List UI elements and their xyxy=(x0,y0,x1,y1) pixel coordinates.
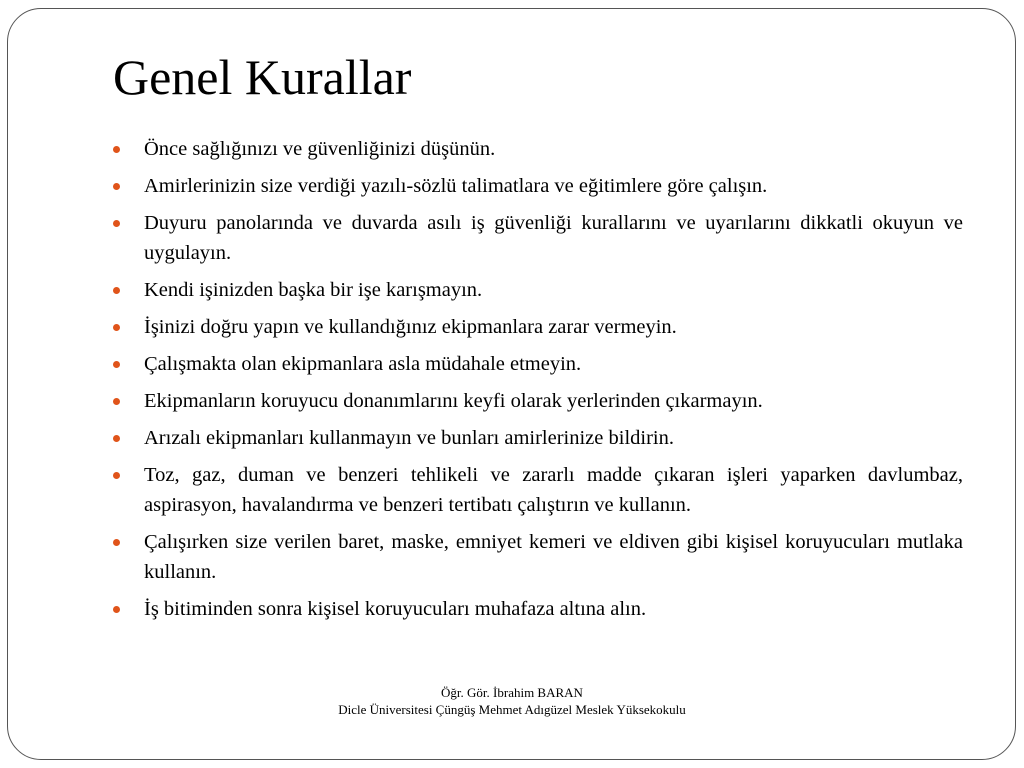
bullet-item xyxy=(113,349,963,379)
bullet-dot-icon xyxy=(113,361,120,368)
bullet-dot-icon xyxy=(113,146,120,153)
bullet-text: Çalışmakta olan ekipmanlara asla müdahale etmeyin. xyxy=(144,353,582,375)
bullet-text: İşinizi doğru yapın ve kullandığınız ekipmanlara zarar vermeyin. xyxy=(144,316,677,338)
bullet-list xyxy=(113,134,963,631)
bullet-item xyxy=(113,171,963,201)
slide-title: Genel Kurallar xyxy=(113,49,412,105)
bullet-item xyxy=(113,460,963,520)
slide-footer xyxy=(0,684,1024,718)
bullet-text: Toz, gaz, duman ve benzeri tehlikeli ve zararlı madde çıkaran işleri yaparken davlumbaz, aspirasyon, havalandırma ve benzeri tertibatı çalıştırın ve kullanın. xyxy=(144,464,963,516)
bullet-item xyxy=(113,275,963,305)
bullet-text: Duyuru panolarında ve duvarda asılı iş güvenliği kurallarını ve uyarılarını dikkatli okuyun ve uygulayın. xyxy=(144,212,963,264)
bullet-text: Çalışırken size verilen baret, maske, emniyet kemeri ve eldiven gibi kişisel koruyucuları mutlaka kullanın. xyxy=(144,531,963,583)
bullet-text: Kendi işinizden başka bir işe karışmayın. xyxy=(144,279,483,301)
bullet-item xyxy=(113,134,963,164)
bullet-dot-icon xyxy=(113,435,120,442)
bullet-text: Önce sağlığınızı ve güvenliğinizi düşünün. xyxy=(144,138,496,160)
bullet-dot-icon xyxy=(113,220,120,227)
footer-author: Öğr. Gör. İbrahim BARAN xyxy=(441,685,583,700)
bullet-item xyxy=(113,594,963,624)
bullet-item xyxy=(113,208,963,268)
bullet-item xyxy=(113,423,963,453)
bullet-text: İş bitiminden sonra kişisel koruyucuları muhafaza altına alın. xyxy=(144,598,647,620)
bullet-dot-icon xyxy=(113,324,120,331)
bullet-text: Ekipmanların koruyucu donanımlarını keyfi olarak yerlerinden çıkarmayın. xyxy=(144,390,763,412)
bullet-text: Amirlerinizin size verdiği yazılı-sözlü talimatlara ve eğitimlere göre çalışın. xyxy=(144,175,768,197)
bullet-item xyxy=(113,527,963,587)
bullet-item xyxy=(113,312,963,342)
bullet-item xyxy=(113,386,963,416)
bullet-dot-icon xyxy=(113,606,120,613)
bullet-dot-icon xyxy=(113,472,120,479)
bullet-text: Arızalı ekipmanları kullanmayın ve bunları amirlerinize bildirin. xyxy=(144,427,674,449)
footer-institution: Dicle Üniversitesi Çüngüş Mehmet Adıgüzel Meslek Yüksekokulu xyxy=(338,702,686,717)
bullet-dot-icon xyxy=(113,398,120,405)
bullet-dot-icon xyxy=(113,287,120,294)
bullet-dot-icon xyxy=(113,183,120,190)
bullet-dot-icon xyxy=(113,539,120,546)
